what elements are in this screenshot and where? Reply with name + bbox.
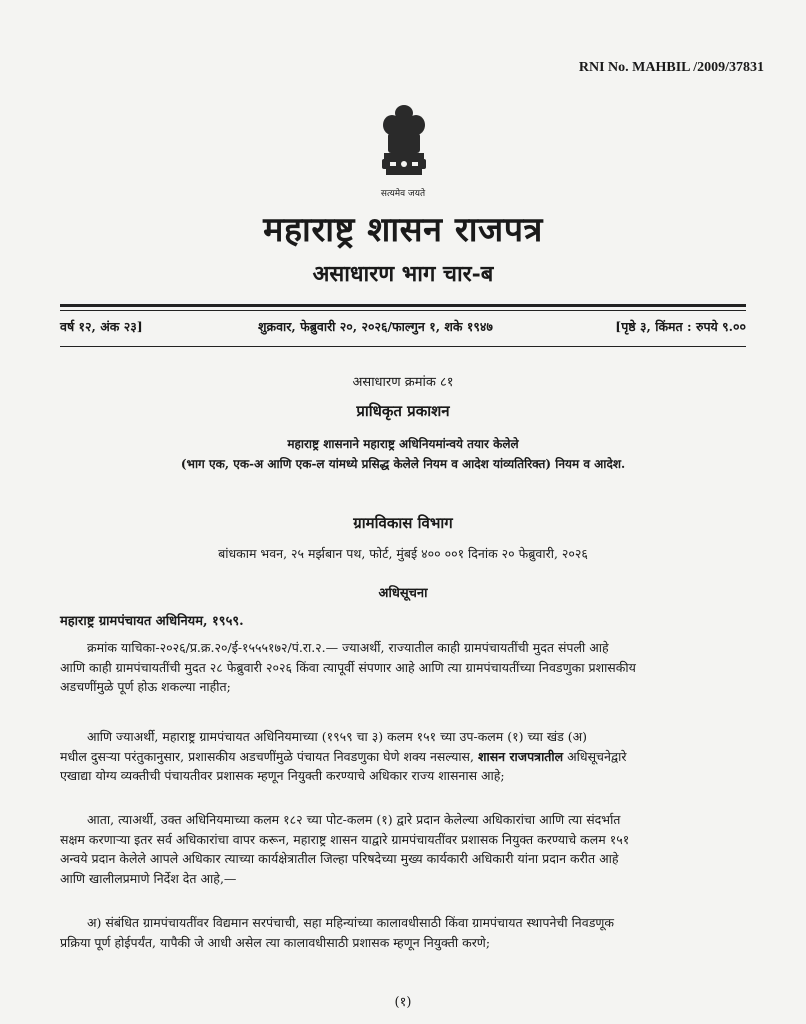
publication-label: प्राधिकृत प्रकाशन	[356, 402, 450, 420]
emblem-motto: सत्यमेव जयते	[380, 189, 426, 199]
paragraph-4	[60, 913, 746, 952]
paragraph-line: आणि ज्याअर्थी, महाराष्ट्र ग्रामपंचायत अधिनियमाच्या (१९५९ चा ३) कलम १५१ च्या उप-कलम (१) च्या खंड (अ)	[87, 729, 588, 744]
extraordinary-number: असाधारण क्रमांक ८१	[352, 375, 454, 390]
paragraph-line: आणि खालीलप्रमाणे निर्देश देत आहे,—	[60, 870, 237, 886]
gazette-title: महाराष्ट्र शासन राजपत्र	[263, 210, 543, 250]
issue-date: शुक्रवार, फेब्रुवारी २०, २०२६/फाल्गुन १, शके १९४७	[258, 319, 493, 334]
paragraph-1	[60, 638, 746, 697]
act-title: महाराष्ट्र ग्रामपंचायत अधिनियम, १९५९.	[60, 614, 244, 629]
paragraph-text: मधील दुसऱ्या परंतुकानुसार, प्रशासकीय अडचणींमुळे पंचायत निवडणुका घेणे शक्य नसल्यास,	[60, 748, 478, 764]
paragraph-line: अ) संबंधित ग्रामपंचायतींवर विद्यमान सरपंचाची, सहा महिन्यांच्या कालावधीसाठी किंवा ग्रामपंचायत स्थापनेची निवडणूक	[87, 915, 615, 930]
page-number: (१)	[394, 995, 412, 1010]
paragraph-3	[60, 810, 746, 888]
header-rule-bottom	[60, 346, 746, 347]
volume-issue: वर्ष १२, अंक २३]	[60, 319, 143, 334]
notice-description-2: (भाग एक, एक-अ आणि एक-ल यांमध्ये प्रसिद्ध केलेले नियम व आदेश यांव्यतिरिक्त) नियम व आदेश.	[180, 457, 626, 471]
rni-number: RNI No. MAHBIL /2009/37831	[578, 60, 764, 75]
paragraph-line: आता, त्याअर्थी, उक्त अधिनियमाच्या कलम १८२ च्या पोट-कलम (१) द्वारे प्रदान केलेल्या अधिकारांचा आणि त्या संदर्भात	[87, 812, 621, 827]
paragraph-line: क्रमांक याचिका-२०२६/प्र.क्र.२०/ई-१५५५१७२/पं.रा.२.— ज्याअर्थी, राज्यातील काही ग्रामपंचायतींची मुदत संपली आहे	[87, 640, 609, 655]
paragraph-line: प्रक्रिया पूर्ण होईपर्यंत, यापैकी जे आधी असेल त्या कालावधीसाठी प्रशासक म्हणून नियुक्ती करणे;	[60, 934, 491, 950]
paragraph-line: अडचणींमुळे पूर्ण होऊ शकल्या नाहीत;	[60, 679, 231, 694]
header-rule-thin	[60, 310, 746, 311]
gazette-emphasis: शासन राजपत्रातील	[477, 748, 564, 764]
paragraph-line: एखाद्या योग्य व्यक्तीची पंचायतीवर प्रशासक म्हणून नियुक्ती करण्याचे अधिकार राज्य शासनास आहे;	[60, 768, 505, 783]
paragraph-line: आणि काही ग्रामपंचायतींची मुदत २८ फेब्रुवारी २०२६ किंवा त्यापूर्वी संपणार आहे आणि त्या ग्रामपंचायतींच्या निवडणुका प्रशासकीय	[60, 659, 636, 675]
paragraph-line	[60, 747, 746, 767]
department-address: बांधकाम भवन, २५ मर्झबान पथ, फोर्ट, मुंबई ४०० ००१ दिनांक २० फेब्रुवारी, २०२६	[218, 546, 588, 561]
pages-price: [पृष्ठे ३, किंमत : रुपये ९.००	[615, 319, 746, 334]
gazette-subtitle: असाधारण भाग चार-ब	[312, 261, 494, 287]
header-rule-top	[60, 304, 746, 307]
paragraph-2	[60, 727, 746, 786]
paragraph-line: सक्षम करणाऱ्या इतर सर्व अधिकारांचा वापर करून, महाराष्ट्र शासन याद्वारे ग्रामपंचायतींवर प्रशासक नियुक्त करण्याचे कलम १५१	[60, 831, 630, 847]
issue-meta-row	[60, 318, 746, 338]
paragraph-text: अधिसूचनेद्वारे	[563, 748, 627, 764]
paragraph-line: अन्वये प्रदान केलेले आपले अधिकार त्याच्या कार्यक्षेत्रातील जिल्हा परिषदेच्या मुख्य कार्यकारी अधिकारी यांना प्रदान करीत आहे	[60, 851, 619, 866]
state-emblem-icon	[374, 103, 434, 185]
department-name: ग्रामविकास विभाग	[353, 514, 453, 532]
notification-heading: अधिसूचना	[378, 586, 428, 601]
notice-description-1: महाराष्ट्र शासनाने महाराष्ट्र अधिनियमांन्वये तयार केलेले	[287, 437, 519, 451]
